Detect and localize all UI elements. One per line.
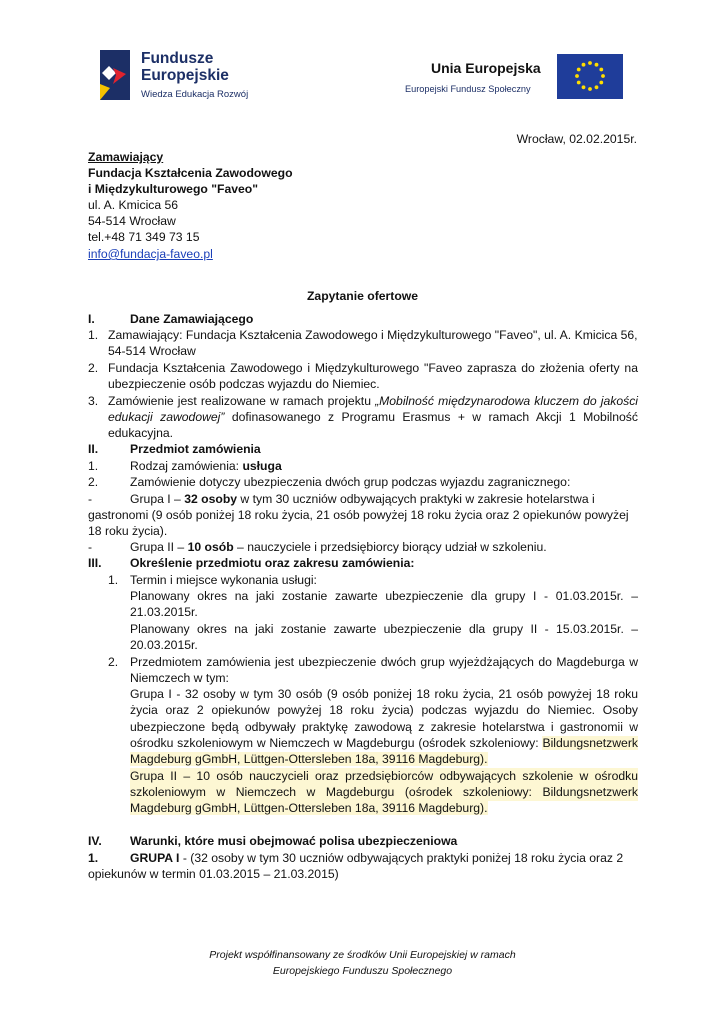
section-3-item-2-line1: Przedmiotem zamówienia jest ubezpieczenie dwóch grup wyjeżdżających do Magdeburga w bbox=[130, 655, 638, 669]
group-1-desc: w tym 30 uczniów odbywających praktyki w zakresie hotelarstwa i bbox=[237, 492, 595, 506]
section-1-item-3-number: 3. bbox=[88, 394, 99, 408]
footer-line2: Europejskiego Funduszu Społecznego bbox=[272, 965, 453, 977]
training-center-name-1: Bildungsnetzwerk bbox=[542, 736, 638, 750]
section-1-item-3-line2 bbox=[108, 409, 638, 426]
period-group-1-line1: Planowany okres na jaki zostanie zawarte ubezpieczenie dla grupy I - 01.03.2015r. – bbox=[130, 589, 638, 603]
group-a-line1: Grupa I - 32 osoby w tym 30 osób (9 osób poniżej 18 roku życia, 21 osób powyżej 18 roku bbox=[130, 687, 638, 701]
group-2-count: 10 osób bbox=[187, 540, 234, 554]
group-a-line5 bbox=[130, 751, 488, 768]
fe-logo-line1: Fundusze bbox=[141, 50, 214, 67]
group-a-line2: życia oraz 2 opiekunów powyżej 18 roku życia) podczas wyjazdu do Niemiec. Osoby bbox=[130, 703, 638, 717]
group-1-label: Grupa I – bbox=[130, 492, 185, 506]
section-1-item-3-line3: edukacyjna. bbox=[108, 426, 174, 440]
group-1-dash: - bbox=[88, 492, 93, 506]
item-3-text-a: Zamówienie jest realizowane w ramach projektu bbox=[108, 394, 376, 408]
section-1-item-1-line1: Zamawiający: Fundacja Kształcenia Zawodowego i Międzykulturowego "Faveo", ul. A. Kmicica 56, bbox=[108, 328, 638, 342]
section-2-item-2-number: 2. bbox=[88, 475, 99, 489]
group-a-line3: ubezpieczone będą odbywały praktykę zawodową z zakresie hotelarstwa i gastronomii w bbox=[130, 720, 638, 734]
section-3-number: III. bbox=[88, 556, 102, 570]
order-type-value: usługa bbox=[242, 459, 282, 473]
section-3-item-1-number: 1. bbox=[108, 573, 119, 587]
section-1-heading: Dane Zamawiającego bbox=[130, 312, 254, 326]
period-group-1-line2: 21.03.2015r. bbox=[130, 605, 198, 619]
section-1-item-2-number: 2. bbox=[88, 361, 99, 375]
group-2-dash: - bbox=[88, 540, 93, 554]
section-3-item-1: Termin i miejsce wykonania usługi: bbox=[130, 573, 317, 587]
ordering-party-phone: tel.+48 71 349 73 15 bbox=[88, 230, 200, 244]
section-3-item-2-line2: Niemczech w tym: bbox=[130, 671, 229, 685]
section-3-item-2-number: 2. bbox=[108, 655, 119, 669]
group-2-line bbox=[130, 539, 547, 556]
ue-logo-subtitle: Europejski Fundusz Społeczny bbox=[405, 84, 531, 94]
section-1-item-2-line2: ubezpieczenie osób podczas wyjazdu do Niemiec. bbox=[108, 377, 380, 391]
document-title: Zapytanie ofertowe bbox=[306, 289, 419, 303]
group-i-label: GRUPA I bbox=[130, 851, 180, 865]
group-b-line3 bbox=[130, 800, 488, 817]
group-b-line2-text: szkoleniowym w Niemczech w Magdeburgu (ośrodek szkoleniowy: bbox=[130, 785, 543, 799]
ordering-party-email-link[interactable]: info@fundacja-faveo.pl bbox=[88, 247, 213, 261]
section-1-item-1-number: 1. bbox=[88, 328, 99, 342]
eu-flag-icon bbox=[557, 54, 623, 99]
group-b-line1: Grupa II – 10 osób nauczycieli oraz przedsiębiorców odbywających szkolenie w ośrodku bbox=[130, 769, 638, 783]
fundusze-europejskie-logo bbox=[96, 44, 276, 106]
group-a-line4-text: ośrodku szkoleniowym w Niemczech w Magdeburgu (ośrodek szkoleniowy: bbox=[130, 736, 543, 750]
group-i-desc: - (32 osoby w tym 30 uczniów odbywających praktyki poniżej 18 roku życia oraz 2 bbox=[179, 851, 624, 865]
ordering-party-name-line2: i Międzykulturowego "Faveo" bbox=[88, 182, 259, 196]
unia-europejska-logo bbox=[405, 54, 625, 102]
group-b-line2 bbox=[130, 784, 638, 801]
section-1-number: I. bbox=[88, 312, 95, 326]
ue-logo-title: Unia Europejska bbox=[431, 60, 541, 76]
document-date: Wrocław, 02.02.2015r. bbox=[516, 132, 637, 146]
period-group-2-line2: 20.03.2015r. bbox=[130, 638, 198, 652]
ordering-party-heading: Zamawiający bbox=[88, 150, 164, 164]
training-center-address-1: Magdeburg gGmbH, Lüttgen-Ottersleben 18a, 39116 Magdeburg). bbox=[130, 752, 488, 766]
group-a-line4 bbox=[130, 735, 638, 752]
footer-line1: Projekt współfinansowany ze środków Unii Europejskiej w ramach bbox=[209, 949, 516, 961]
section-4-number: IV. bbox=[88, 834, 102, 848]
section-1-item-1-line2: 54-514 Wrocław bbox=[108, 344, 196, 358]
section-1-item-3-line1 bbox=[108, 393, 638, 410]
fe-star-mark-icon bbox=[96, 44, 136, 104]
group-1-line3: 18 roku życia). bbox=[88, 524, 168, 538]
training-center-name-2: Bildungsnetzwerk bbox=[542, 785, 638, 799]
ordering-party-name-line1: Fundacja Kształcenia Zawodowego bbox=[88, 166, 293, 180]
group-1-line1 bbox=[130, 491, 595, 508]
section-3-heading: Określenie przedmiotu oraz zakresu zamówienia: bbox=[130, 556, 415, 570]
training-center-address-2: Magdeburg gGmbH, Lüttgen-Ottersleben 18a, 39116 Magdeburg). bbox=[130, 801, 488, 815]
group-1-count: 32 osoby bbox=[184, 492, 238, 506]
group-2-desc: – nauczyciele i przedsiębiorcy biorący udział w szkoleniu. bbox=[233, 540, 547, 554]
fe-logo-subtitle: Wiedza Edukacja Rozwój bbox=[141, 89, 249, 100]
ordering-party-city: 54-514 Wrocław bbox=[88, 214, 176, 228]
project-title-part2: edukacji zawodowej” bbox=[108, 410, 225, 424]
section-4-item-1-line2: opiekunów w termin 01.03.2015 – 21.03.2015) bbox=[88, 867, 339, 881]
group-2-label: Grupa II – bbox=[130, 540, 188, 554]
section-1-item-2-line1: Fundacja Kształcenia Zawodowego i Międzykulturowego "Faveo zaprasza do złożenia oferty na bbox=[108, 361, 638, 375]
section-4-item-1-number: 1. bbox=[88, 851, 99, 865]
section-2-heading: Przedmiot zamówienia bbox=[130, 442, 261, 456]
section-4-item-1-line1 bbox=[130, 850, 623, 867]
period-group-2-line1: Planowany okres na jaki zostanie zawarte ubezpieczenie dla grupy II - 15.03.2015r. – bbox=[130, 622, 638, 636]
group-1-line2: gastronomi (9 osób poniżej 18 roku życia, 21 osób powyżej 18 roku życia oraz 2 opiekunów powyżej bbox=[88, 508, 629, 522]
section-2-number: II. bbox=[88, 442, 99, 456]
section-2-item-1 bbox=[130, 458, 282, 475]
ordering-party-street: ul. A. Kmicica 56 bbox=[88, 198, 179, 212]
project-title-part1: „Mobilność międzynarodowa kluczem do jakości bbox=[375, 394, 638, 408]
fe-logo-line2: Europejskie bbox=[141, 67, 229, 84]
section-2-item-1-number: 1. bbox=[88, 459, 99, 473]
section-2-item-2: Zamówienie dotyczy ubezpieczenia dwóch grup podczas wyjazdu zagranicznego: bbox=[130, 475, 571, 489]
item-3-text-b: dofinasowanego z Programu Erasmus + w ramach Akcji 1 Mobilność bbox=[224, 410, 638, 424]
order-type-label: Rodzaj zamówienia: bbox=[130, 459, 243, 473]
section-4-heading: Warunki, które musi obejmować polisa ubezpieczeniowa bbox=[130, 834, 458, 848]
